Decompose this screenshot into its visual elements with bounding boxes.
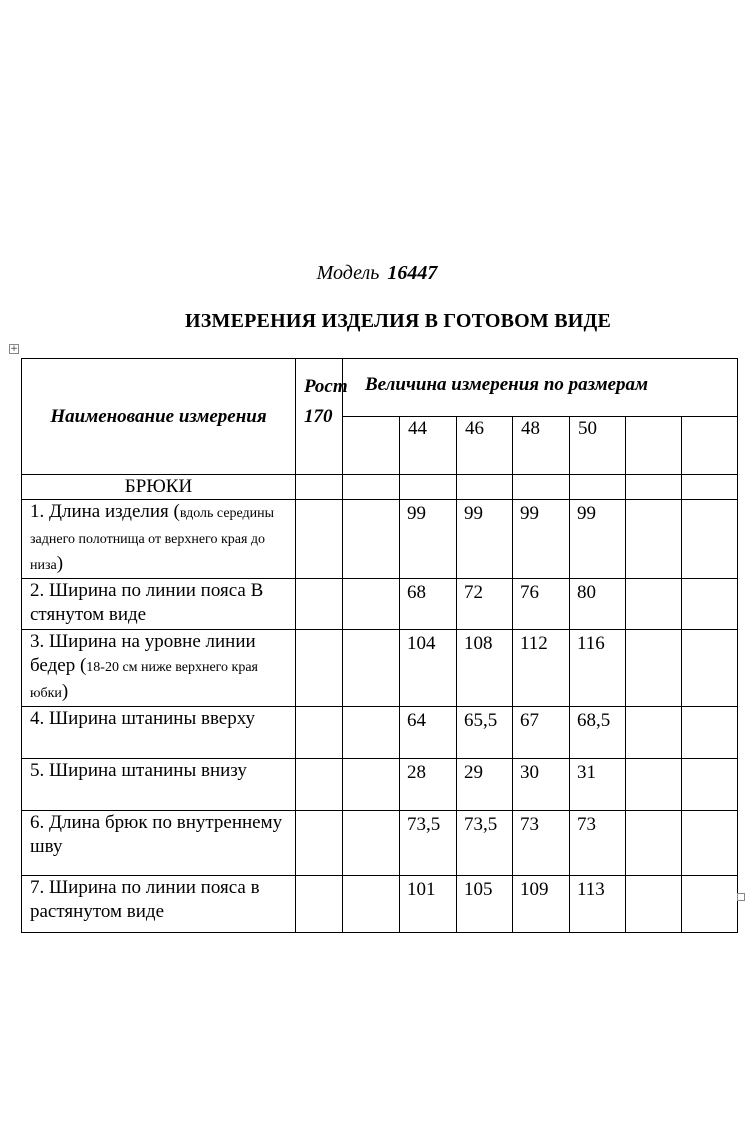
table-row — [22, 707, 738, 759]
value-cell: 73 — [513, 811, 570, 876]
measurement-name: 3. Ширина на уровне линии бедер (18-20 см ниже верхнего края юбки) — [22, 630, 296, 707]
value-cell: 28 — [400, 759, 457, 811]
value-cell: 99 — [457, 500, 513, 579]
header-name-cell: Наименование измерения — [22, 359, 296, 475]
header-row-1 — [22, 359, 738, 417]
measurement-name: 1. Длина изделия (вдоль середины заднего полотнища от верхнего края до низа) — [22, 500, 296, 579]
value-cell: 72 — [457, 579, 513, 630]
measurement-name: 6. Длина брюк по внутреннему шву — [22, 811, 296, 876]
table-move-handle-icon[interactable]: + — [10, 344, 18, 354]
header-values-cell: Величина измерения по размерам — [343, 359, 738, 417]
value-cell: 99 — [570, 500, 626, 579]
table-row — [22, 876, 738, 933]
empty-cell — [682, 417, 738, 475]
value-cell: 76 — [513, 579, 570, 630]
value-cell: 64 — [400, 707, 457, 759]
value-cell: 30 — [513, 759, 570, 811]
measurement-name: 5. Ширина штанины внизу — [22, 759, 296, 811]
value-cell: 109 — [513, 876, 570, 933]
value-cell: 104 — [400, 630, 457, 707]
value-cell: 65,5 — [457, 707, 513, 759]
section-row — [22, 475, 738, 500]
table-row — [22, 630, 738, 707]
value-cell: 31 — [570, 759, 626, 811]
size-cell: 44 — [400, 417, 457, 475]
table-row — [22, 579, 738, 630]
section-label: БРЮКИ — [22, 475, 296, 500]
size-cell: 50 — [570, 417, 626, 475]
value-cell: 73,5 — [457, 811, 513, 876]
value-cell: 112 — [513, 630, 570, 707]
value-cell: 68,5 — [570, 707, 626, 759]
value-cell: 73 — [570, 811, 626, 876]
measurement-name: 4. Ширина штанины вверху — [22, 707, 296, 759]
model-number: 16447 — [387, 262, 438, 284]
measurement-name: 7. Ширина по линии пояса в растянутом виде — [22, 876, 296, 933]
value-cell: 29 — [457, 759, 513, 811]
size-cell: 46 — [457, 417, 513, 475]
value-cell: 99 — [513, 500, 570, 579]
table-row — [22, 500, 738, 579]
table-row — [22, 759, 738, 811]
table-row — [22, 811, 738, 876]
value-cell: 105 — [457, 876, 513, 933]
page-title: ИЗМЕРЕНИЯ ИЗДЕЛИЯ В ГОТОВОМ ВИДЕ — [185, 310, 611, 332]
value-cell: 99 — [400, 500, 457, 579]
value-cell: 80 — [570, 579, 626, 630]
empty-cell — [626, 417, 682, 475]
value-cell: 108 — [457, 630, 513, 707]
value-cell: 113 — [570, 876, 626, 933]
value-cell: 68 — [400, 579, 457, 630]
size-cell: 48 — [513, 417, 570, 475]
value-cell: 101 — [400, 876, 457, 933]
rost-label: Рост — [304, 376, 348, 397]
value-cell: 67 — [513, 707, 570, 759]
table-resize-handle[interactable] — [737, 893, 745, 901]
measurement-name: 2. Ширина по линии пояса В стянутом виде — [22, 579, 296, 630]
rost-value: 170 — [304, 406, 333, 427]
header-rost-cell — [296, 359, 348, 475]
empty-cell — [343, 417, 400, 475]
value-cell: 73,5 — [400, 811, 457, 876]
value-cell: 116 — [570, 630, 626, 707]
measurements-table — [21, 358, 738, 933]
model-heading — [0, 262, 754, 285]
model-label: Модель — [316, 262, 380, 284]
